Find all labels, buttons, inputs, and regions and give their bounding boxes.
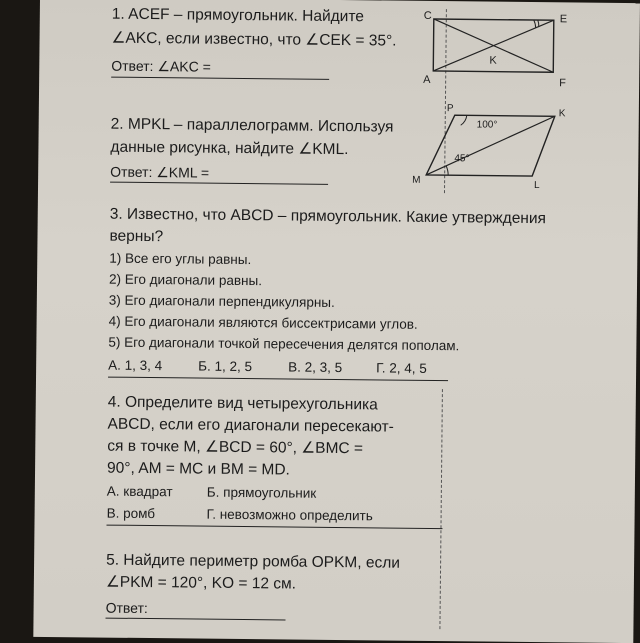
parallelogram-mpkl-figure bbox=[404, 103, 575, 195]
task2-answer-line bbox=[110, 182, 328, 186]
task1-answer-label: Ответ: ∠AKC = bbox=[111, 57, 211, 75]
label-c: C bbox=[423, 9, 432, 22]
angle-arc bbox=[538, 20, 539, 27]
task2-line1: 2. MPKL – параллелограмм. Используя bbox=[110, 115, 394, 136]
angle-arc bbox=[446, 166, 448, 175]
task3-line2: верны? bbox=[109, 227, 164, 246]
task5-answer-line bbox=[106, 618, 286, 621]
task4-option-c: В. ромб bbox=[106, 505, 156, 522]
task4-line1: 4. Определите вид четырехугольника bbox=[107, 393, 378, 414]
task3-line1: 3. Известно, что ABCD – прямоугольник. Какие утверждения bbox=[109, 205, 547, 228]
label-p: P bbox=[446, 103, 454, 115]
label-e: E bbox=[559, 13, 568, 26]
rectangle-acef-figure bbox=[419, 7, 580, 99]
task3-item-4: 4) Его диагонали являются биссектрисами углов. bbox=[108, 313, 418, 332]
angle-arc bbox=[461, 115, 467, 125]
task1-line1: 1. ACEF – прямоугольник. Найдите bbox=[111, 5, 365, 26]
task4-line2: ABCD, если его диагонали пересекают- bbox=[107, 415, 394, 436]
task3-option-b: Б. 1, 2, 5 bbox=[198, 358, 253, 375]
task4-option-b: Б. прямоугольник bbox=[206, 484, 317, 501]
task3-item-5: 5) Его диагонали точкой пересечения делятся пополам. bbox=[108, 334, 460, 354]
vertical-divider bbox=[439, 389, 443, 629]
label-a: A bbox=[423, 73, 431, 86]
angle-label-45: 45° bbox=[454, 153, 470, 165]
angle-label-100: 100° bbox=[476, 119, 498, 131]
task4-line3: ся в точке M, ∠BCD = 60°, ∠BMC = bbox=[107, 437, 364, 458]
worksheet-page bbox=[33, 0, 640, 643]
label-l: L bbox=[534, 180, 540, 192]
task5-answer-label: Ответ: bbox=[105, 599, 148, 617]
task5-line2: ∠PKM = 120°, KO = 12 см. bbox=[105, 573, 297, 593]
label-f: F bbox=[559, 77, 566, 90]
task3-item-3: 3) Его диагонали перпендикулярны. bbox=[108, 292, 335, 310]
task4-option-a: А. квадрат bbox=[106, 483, 173, 500]
task5-line1: 5. Найдите периметр ромба OPKM, если bbox=[106, 551, 401, 572]
task2-line2: данные рисунка, найдите ∠KML. bbox=[110, 138, 349, 159]
angle-arc bbox=[534, 20, 536, 28]
task3-item-2: 2) Его диагонали равны. bbox=[108, 271, 263, 289]
task3-option-c: В. 2, 3, 5 bbox=[288, 359, 343, 376]
task1-line2: ∠AKC, если известно, что ∠CEK = 35°. bbox=[111, 29, 397, 50]
task4-line4: 90°, AM = MC и BM = MD. bbox=[106, 459, 290, 479]
label-k: K bbox=[558, 108, 566, 120]
task3-item-1: 1) Все его углы равны. bbox=[109, 250, 252, 268]
task2-answer-label: Ответ: ∠KML = bbox=[110, 163, 210, 181]
label-m: M bbox=[412, 174, 421, 186]
task1-answer-line bbox=[111, 77, 329, 81]
task4-option-d: Г. невозможно определить bbox=[206, 506, 373, 524]
label-k: K bbox=[489, 54, 497, 67]
task3-option-d: Г. 2, 4, 5 bbox=[376, 360, 427, 376]
task3-option-a: А. 1, 3, 4 bbox=[108, 357, 163, 374]
